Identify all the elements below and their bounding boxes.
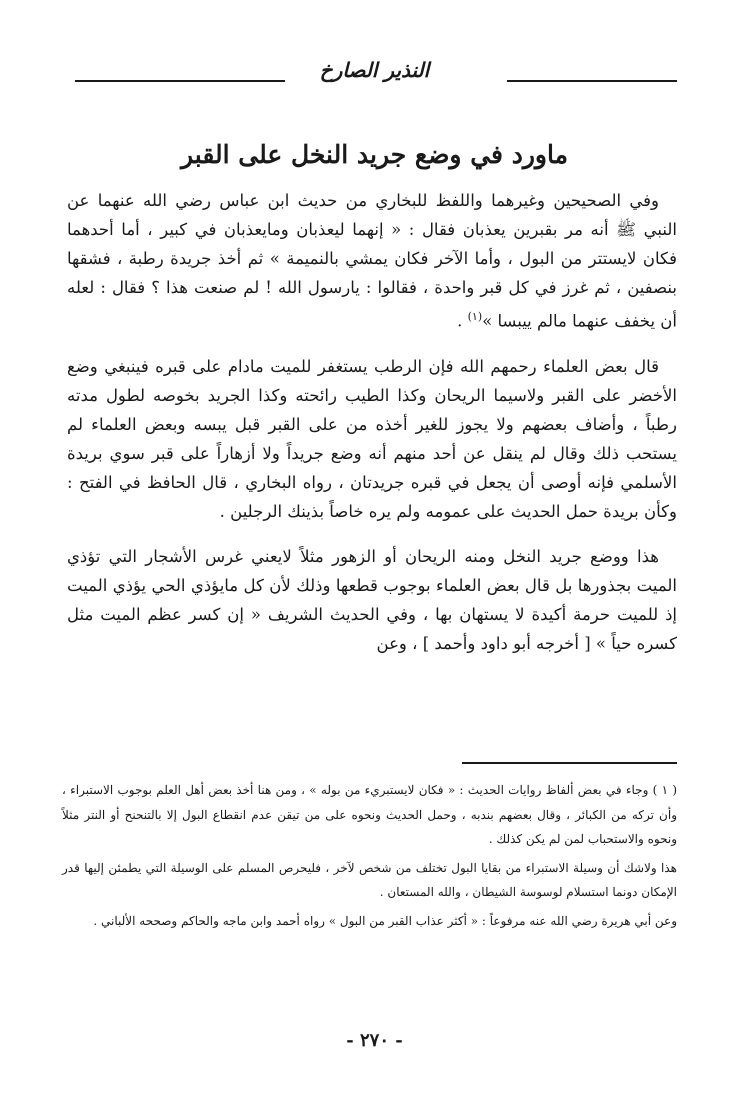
footnote-1: ( ١ ) وجاء في بعض ألفاظ روايات الحديث : « فكان لايستبريء من بوله » ، ومن هنا أخذ بعض أهل العلم بوجوب الاستبراء ، وأن تركه من الكبائر ، وقال بعضهم بندبه ، وحمل الحديث ونحوه على من تيقن عدم انقطاع البول إلا بالتنحنح أو النتر مثلاً ونحوه والاستحباب لمن لم يكن كذلك . bbox=[62, 783, 677, 846]
footnote-divider bbox=[462, 762, 677, 764]
paragraph-3: هذا ووضع جريد النخل ومنه الريحان أو الزهور مثلاً لايعني غرس الأشجار التي تؤذي الميت بجذورها بل قال بعض العلماء بوجوب قطعها وذلك لأن كل مايؤذي الحي يؤذي الميت إذ للميت حرمة أكيدة لا يستهان بها ، وفي الحديث الشريف « إن كسر عظم الميت مثل كسره حياً » [ أخرجه أبو داود وأحمد ] ، وعن bbox=[67, 546, 677, 653]
chapter-title: ماورد في وضع جريد النخل على القبر bbox=[181, 140, 568, 169]
running-header-title: النذير الصارخ bbox=[319, 58, 430, 82]
footnote-2: هذا ولاشك أن وسيلة الاستبراء من بقايا البول تختلف من شخص لآخر ، فليحرص المسلم على الوسيلة التي يطمئن إليها قدر الإمكان دونما استسلام لوسوسة الشيطان ، والله المستعان . bbox=[62, 860, 677, 899]
page-number: - ٢٧٠ - bbox=[346, 1030, 403, 1051]
paragraph-1-end: . bbox=[457, 311, 468, 331]
paragraph-2: قال بعض العلماء رحمهم الله فإن الرطب يستغفر للميت مادام على قبره فينبغي وضع الأخضر على القبر ولاسيما الريحان وكذا الطيب رائحته وكذا الجريد بخوصه لطول مدته رطباً ، وأضاف بعضهم ولا يجوز للغير أخذه من على القبر قبل يبسه وبعض العلماء لم يستحب ذلك وقال لم ينقل عن أحد منهم أنه وضع جريداً ولا أزهاراً على قبر سوي بريدة الأسلمي فإنه أوصى أن يجعل في قبره جريدتان ، رواه البخاري ، قال الحافظ في الفتح : وكأن بريدة حمل الحديث على عمومه ولم يره خاصاً بذينك الرجلين . bbox=[67, 356, 677, 521]
footnote-reference: (١) bbox=[467, 310, 483, 323]
footnote-3: وعن أبي هريرة رضي الله عنه مرفوعاً : « أكثر عذاب القبر من البول » رواه أحمد وابن ماجه والحاكم وصححه الألباني . bbox=[93, 913, 677, 928]
body-text bbox=[67, 186, 677, 674]
paragraph-1 bbox=[67, 186, 677, 336]
paragraph-1-text: وفي الصحيحين وغيرهما واللفظ للبخاري من حديث ابن عباس رضي الله عنهما عن النبي ﷺ أنه مر بقبرين يعذبان فقال : « إنهما ليعذبان ومايعذبان في كبير ، أما أحدهما فكان لايستتر من البول ، وأما الآخر فكان يمشي بالنميمة » ثم أخذ جريدة رطبة ، فشقها بنصفين ، ثم غرز في كل قبر واحدة ، فقالوا : يارسول الله ! لم صنعت هذا ؟ فقال : لعله أن يخفف عنهما مالم ييبسا » bbox=[67, 191, 677, 331]
footnotes bbox=[62, 778, 677, 937]
header-rule-left bbox=[75, 80, 285, 82]
